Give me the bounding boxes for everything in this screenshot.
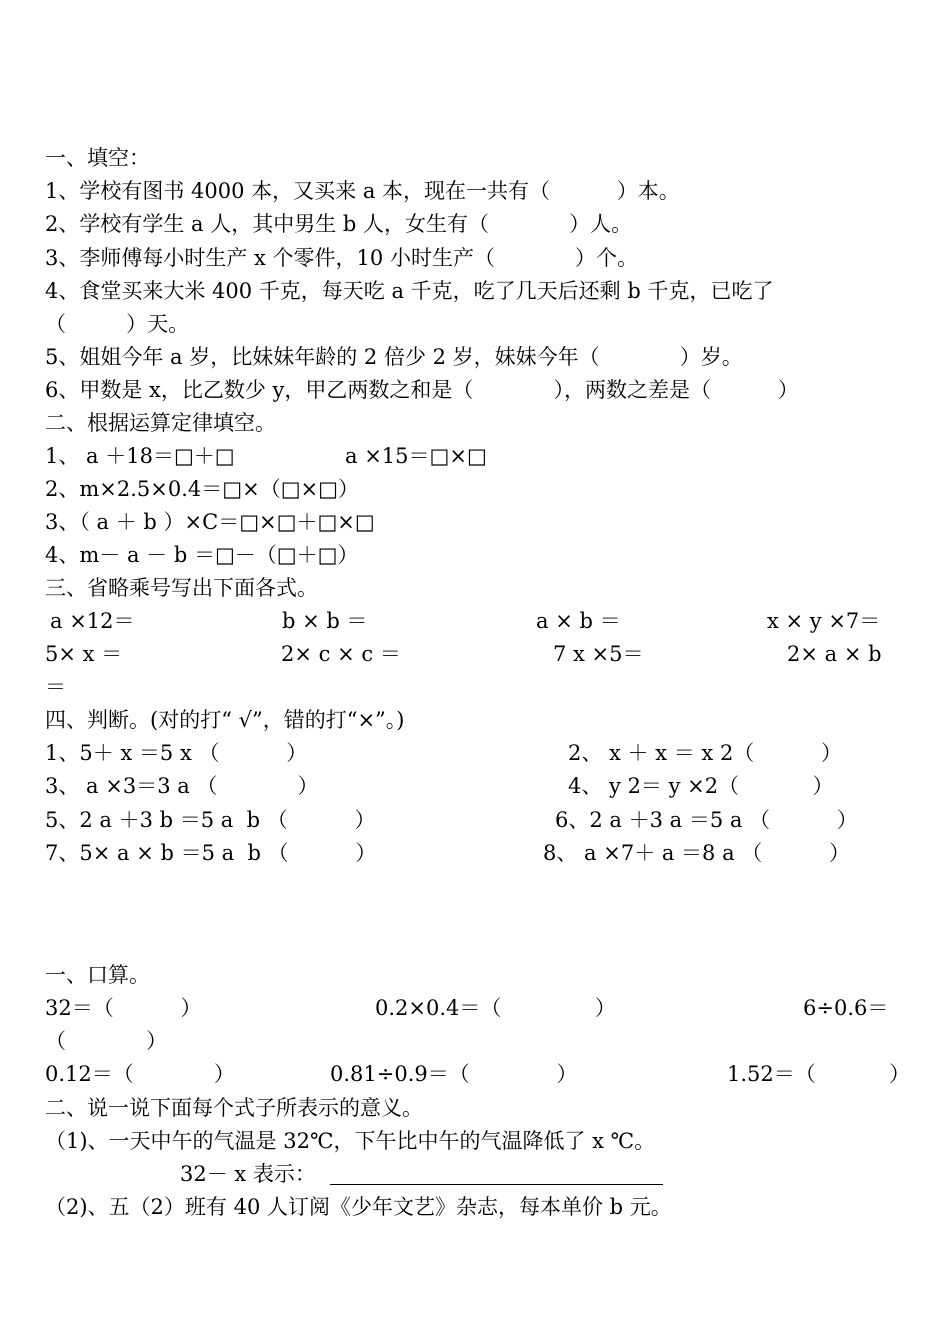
part2-heading-2: 二、说一说下面每个式子所表示的意义。 bbox=[45, 1096, 423, 1120]
question-1-1: 1、学校有图书 4000 本，又买来 a 本，现在一共有（ ）本。 bbox=[45, 179, 680, 203]
judge-item-6: 6、2 a ＋3 a ＝5 a （ ） bbox=[555, 808, 858, 832]
expr-3-8-wrap: ＝ bbox=[45, 675, 66, 699]
part2-heading-1: 一、口算。 bbox=[45, 963, 150, 987]
question-2-1a: 1、 a ＋18＝□＋□ bbox=[45, 444, 235, 468]
section4-heading: 四、判断。(对的打“ √”，错的打“×”。) bbox=[45, 708, 405, 732]
question-2-4: 4、m－ a － b ＝□－（□＋□） bbox=[45, 543, 359, 567]
question-1-4: 4、食堂买来大米 400 千克，每天吃 a 千克，吃了几天后还剩 b 千克，已吃了 bbox=[45, 279, 774, 303]
calc-3-wrap: （ ） bbox=[45, 1029, 168, 1053]
calc-3: 6÷0.6＝ bbox=[803, 996, 889, 1020]
judge-item-8: 8、 a ×7＋ a ＝8 a （ ） bbox=[543, 841, 851, 865]
meaning-q1: （1)、一天中午的气温是 32℃，下午比中午的气温降低了 x ℃。 bbox=[45, 1129, 656, 1153]
calc-1: 32＝（ ） bbox=[45, 996, 202, 1020]
judge-item-4: 4、 y 2＝ y ×2（ ） bbox=[568, 774, 834, 798]
judge-item-5: 5、2 a ＋3 b ＝5 a b （ ） bbox=[45, 808, 376, 832]
question-2-2: 2、m×2.5×0.4＝□×（□×□） bbox=[45, 477, 359, 501]
calc-2: 0.2×0.4＝（ ） bbox=[375, 996, 616, 1020]
question-2-3: 3、（ a ＋ b ）×C＝□×□＋□×□ bbox=[45, 510, 375, 534]
meaning-q1-expr: 32－ x 表示： bbox=[180, 1162, 316, 1186]
question-2-1b: a ×15＝□×□ bbox=[345, 444, 487, 468]
expr-3-5: 5× x ＝ bbox=[45, 642, 123, 666]
section3-heading: 三、省略乘号写出下面各式。 bbox=[45, 576, 318, 600]
expr-3-6: 2× c × c ＝ bbox=[281, 642, 401, 666]
question-1-6: 6、甲数是 x，比乙数少 y，甲乙两数之和是（ ），两数之差是（ ） bbox=[45, 378, 799, 402]
calc-4: 0.12＝（ ） bbox=[45, 1062, 235, 1086]
judge-item-3: 3、 a ×3＝3 a （ ） bbox=[45, 774, 319, 798]
question-1-5: 5、姐姐今年 a 岁，比妹妹年龄的 2 倍少 2 岁，妹妹今年（ ）岁。 bbox=[45, 345, 743, 369]
expr-3-3: a × b ＝ bbox=[536, 609, 621, 633]
judge-item-2: 2、 x ＋ x ＝ x 2（ ） bbox=[568, 741, 843, 765]
expr-3-2: b × b ＝ bbox=[282, 609, 368, 633]
expr-3-8: 2× a × b bbox=[787, 642, 882, 666]
judge-item-1: 1、5＋ x ＝5 x （ ） bbox=[45, 741, 308, 765]
calc-6: 1.52＝（ ） bbox=[727, 1062, 911, 1086]
calc-5: 0.81÷0.9＝（ ） bbox=[330, 1062, 578, 1086]
question-1-3: 3、李师傅每小时生产 x 个零件，10 小时生产（ ）个。 bbox=[45, 246, 639, 270]
section1-heading: 一、填空： bbox=[45, 146, 150, 170]
judge-item-7: 7、5× a × b ＝5 a b （ ） bbox=[45, 841, 377, 865]
expr-3-4: x × y ×7＝ bbox=[767, 609, 881, 633]
expr-3-1: a ×12＝ bbox=[50, 609, 135, 633]
question-1-2: 2、学校有学生 a 人，其中男生 b 人，女生有（ ）人。 bbox=[45, 212, 633, 236]
answer-line[interactable] bbox=[330, 1184, 663, 1185]
expr-3-7: 7 x ×5＝ bbox=[553, 642, 644, 666]
section2-heading: 二、根据运算定律填空。 bbox=[45, 411, 276, 435]
meaning-q2: （2)、五（2）班有 40 人订阅《少年文艺》杂志，每本单价 b 元。 bbox=[45, 1195, 672, 1219]
question-1-4-cont: （ ）天。 bbox=[45, 312, 190, 336]
